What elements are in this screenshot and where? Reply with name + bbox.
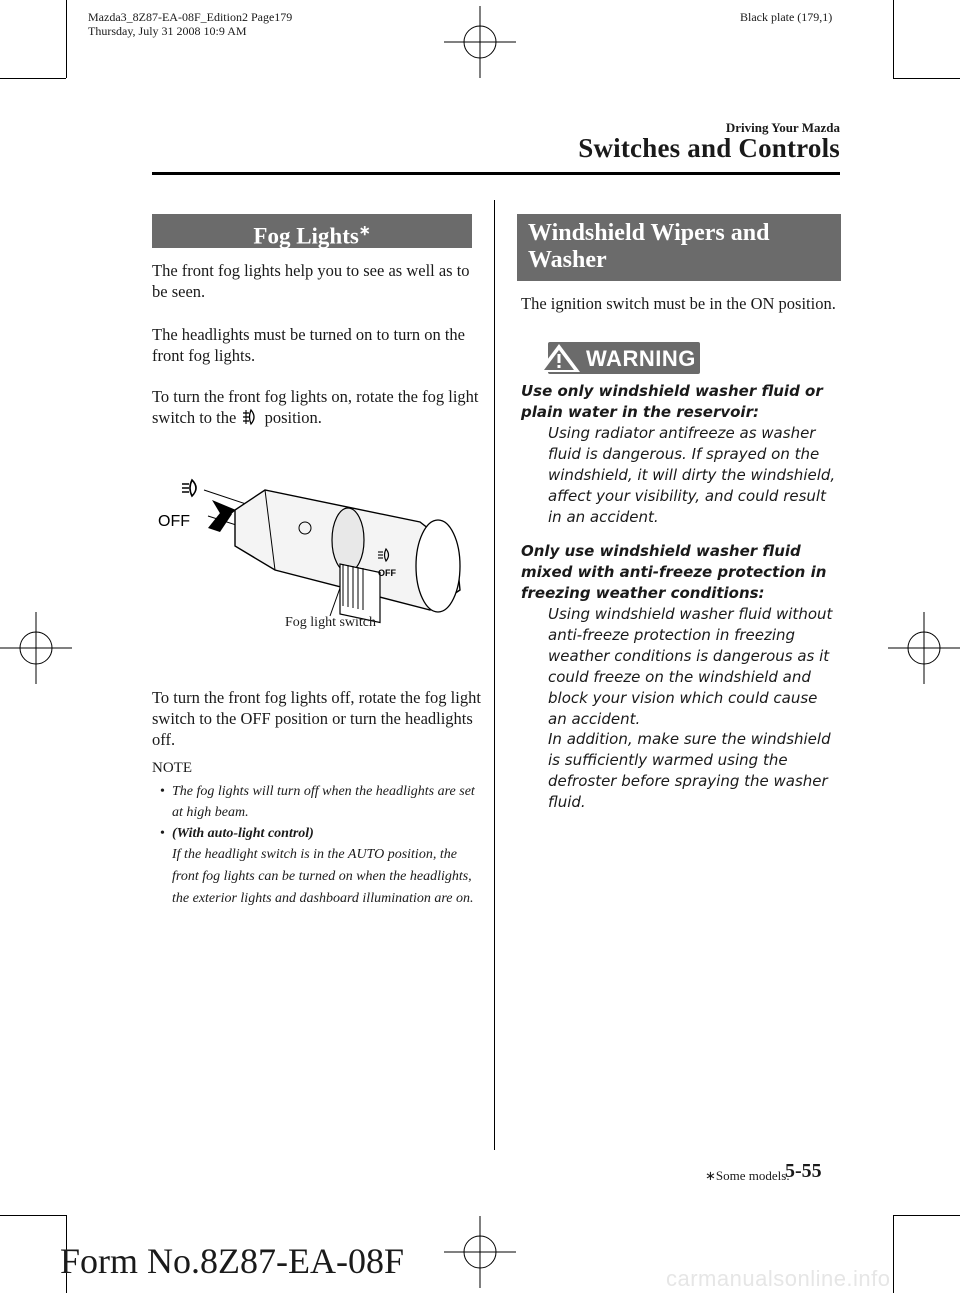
warning-body: Using windshield washer fluid without anti-freeze protection in freezing weather conditions is dangerous as it could freeze on the windshield and block your vision which could cause an accident. bbox=[548, 605, 833, 728]
paragraph bbox=[152, 386, 482, 428]
fog-light-icon bbox=[242, 408, 258, 426]
paragraph-text: To turn the front fog lights on, rotate the fog light switch to the bbox=[152, 387, 479, 427]
warning-badge bbox=[548, 342, 700, 374]
column-divider bbox=[494, 200, 495, 1150]
paragraph: The headlights must be turned on to turn on the front fog lights. bbox=[152, 325, 465, 365]
crop-mark bbox=[893, 78, 960, 79]
print-info bbox=[88, 10, 292, 38]
figure-caption: Fog light switch bbox=[285, 615, 377, 630]
warning-body: Using radiator antifreeze as washer fluid is dangerous. If sprayed on the windshield, it will dirty the windshield, affect your visibility, and could result in an accident. bbox=[548, 424, 836, 526]
warning-label: WARNING bbox=[586, 346, 696, 371]
registration-mark-icon bbox=[444, 1216, 516, 1288]
heading-text: Fog Lights bbox=[253, 223, 359, 249]
warning-heading: Only use windshield washer fluid mixed with anti-freeze protection in freezing weather conditions: bbox=[521, 542, 827, 602]
print-info-file: Mazda3_8Z87-EA-08F_Edition2 Page179 bbox=[88, 10, 293, 24]
note-label: NOTE bbox=[152, 760, 192, 776]
fog-light-switch-figure bbox=[158, 470, 480, 620]
asterisk-mark: ∗ bbox=[358, 224, 371, 239]
watermark: carmanualsonline.info bbox=[666, 1266, 891, 1291]
registration-mark-icon bbox=[444, 6, 516, 78]
registration-mark-icon bbox=[0, 612, 72, 684]
note-title: (With auto-light control) bbox=[172, 826, 314, 841]
form-number: Form No.8Z87-EA-08F bbox=[60, 1241, 404, 1281]
crop-mark bbox=[66, 0, 67, 78]
bullet-icon: • bbox=[160, 784, 165, 799]
crop-mark bbox=[0, 1215, 66, 1216]
footer-note bbox=[705, 1168, 790, 1184]
list-item bbox=[152, 781, 482, 823]
crop-mark bbox=[893, 0, 894, 78]
off-ring-label: OFF bbox=[378, 568, 396, 578]
asterisk-mark: ∗ bbox=[705, 1168, 716, 1183]
crop-mark bbox=[893, 1215, 960, 1216]
note-text: If the headlight switch is in the AUTO position, the front fog lights can be turned on when the headlights, the exterior lights and dashboard illumination are on. bbox=[172, 847, 474, 906]
warning-triangle-icon bbox=[536, 342, 582, 374]
plate-label: Black plate (179,1) bbox=[740, 10, 833, 24]
print-info-date: Thursday, July 31 2008 10:9 AM bbox=[88, 24, 247, 38]
header-rule bbox=[152, 172, 840, 175]
page-number: 5-55 bbox=[785, 1160, 822, 1182]
footer-note-text: Some models. bbox=[715, 1168, 790, 1183]
paragraph: To turn the front fog lights off, rotate the fog light switch to the OFF position or turn the headlights off. bbox=[152, 688, 481, 749]
list-item bbox=[152, 823, 482, 910]
note-text: The fog lights will turn off when the headlights are set at high beam. bbox=[172, 784, 475, 820]
crop-mark bbox=[0, 78, 66, 79]
note-list bbox=[152, 781, 482, 910]
bullet-icon: • bbox=[160, 826, 165, 841]
section-subtitle: Driving Your Mazda bbox=[725, 120, 840, 135]
crop-mark bbox=[893, 1215, 894, 1293]
section-title: Switches and Controls bbox=[578, 133, 840, 163]
fog-lights-heading bbox=[152, 214, 472, 248]
off-label: OFF bbox=[158, 513, 190, 530]
paragraph-text: position. bbox=[264, 408, 322, 427]
registration-mark-icon bbox=[888, 612, 960, 684]
paragraph: The ignition switch must be in the ON position. bbox=[521, 294, 836, 313]
warning-body: In addition, make sure the windshield is sufficiently warmed using the defroster before spraying the washer fluid. bbox=[548, 730, 831, 811]
windshield-wipers-heading: Windshield Wipers and Washer bbox=[517, 214, 841, 281]
paragraph: The front fog lights help you to see as well as to be seen. bbox=[152, 261, 470, 301]
warning-heading: Use only windshield washer fluid or plain water in the reservoir: bbox=[521, 382, 823, 421]
